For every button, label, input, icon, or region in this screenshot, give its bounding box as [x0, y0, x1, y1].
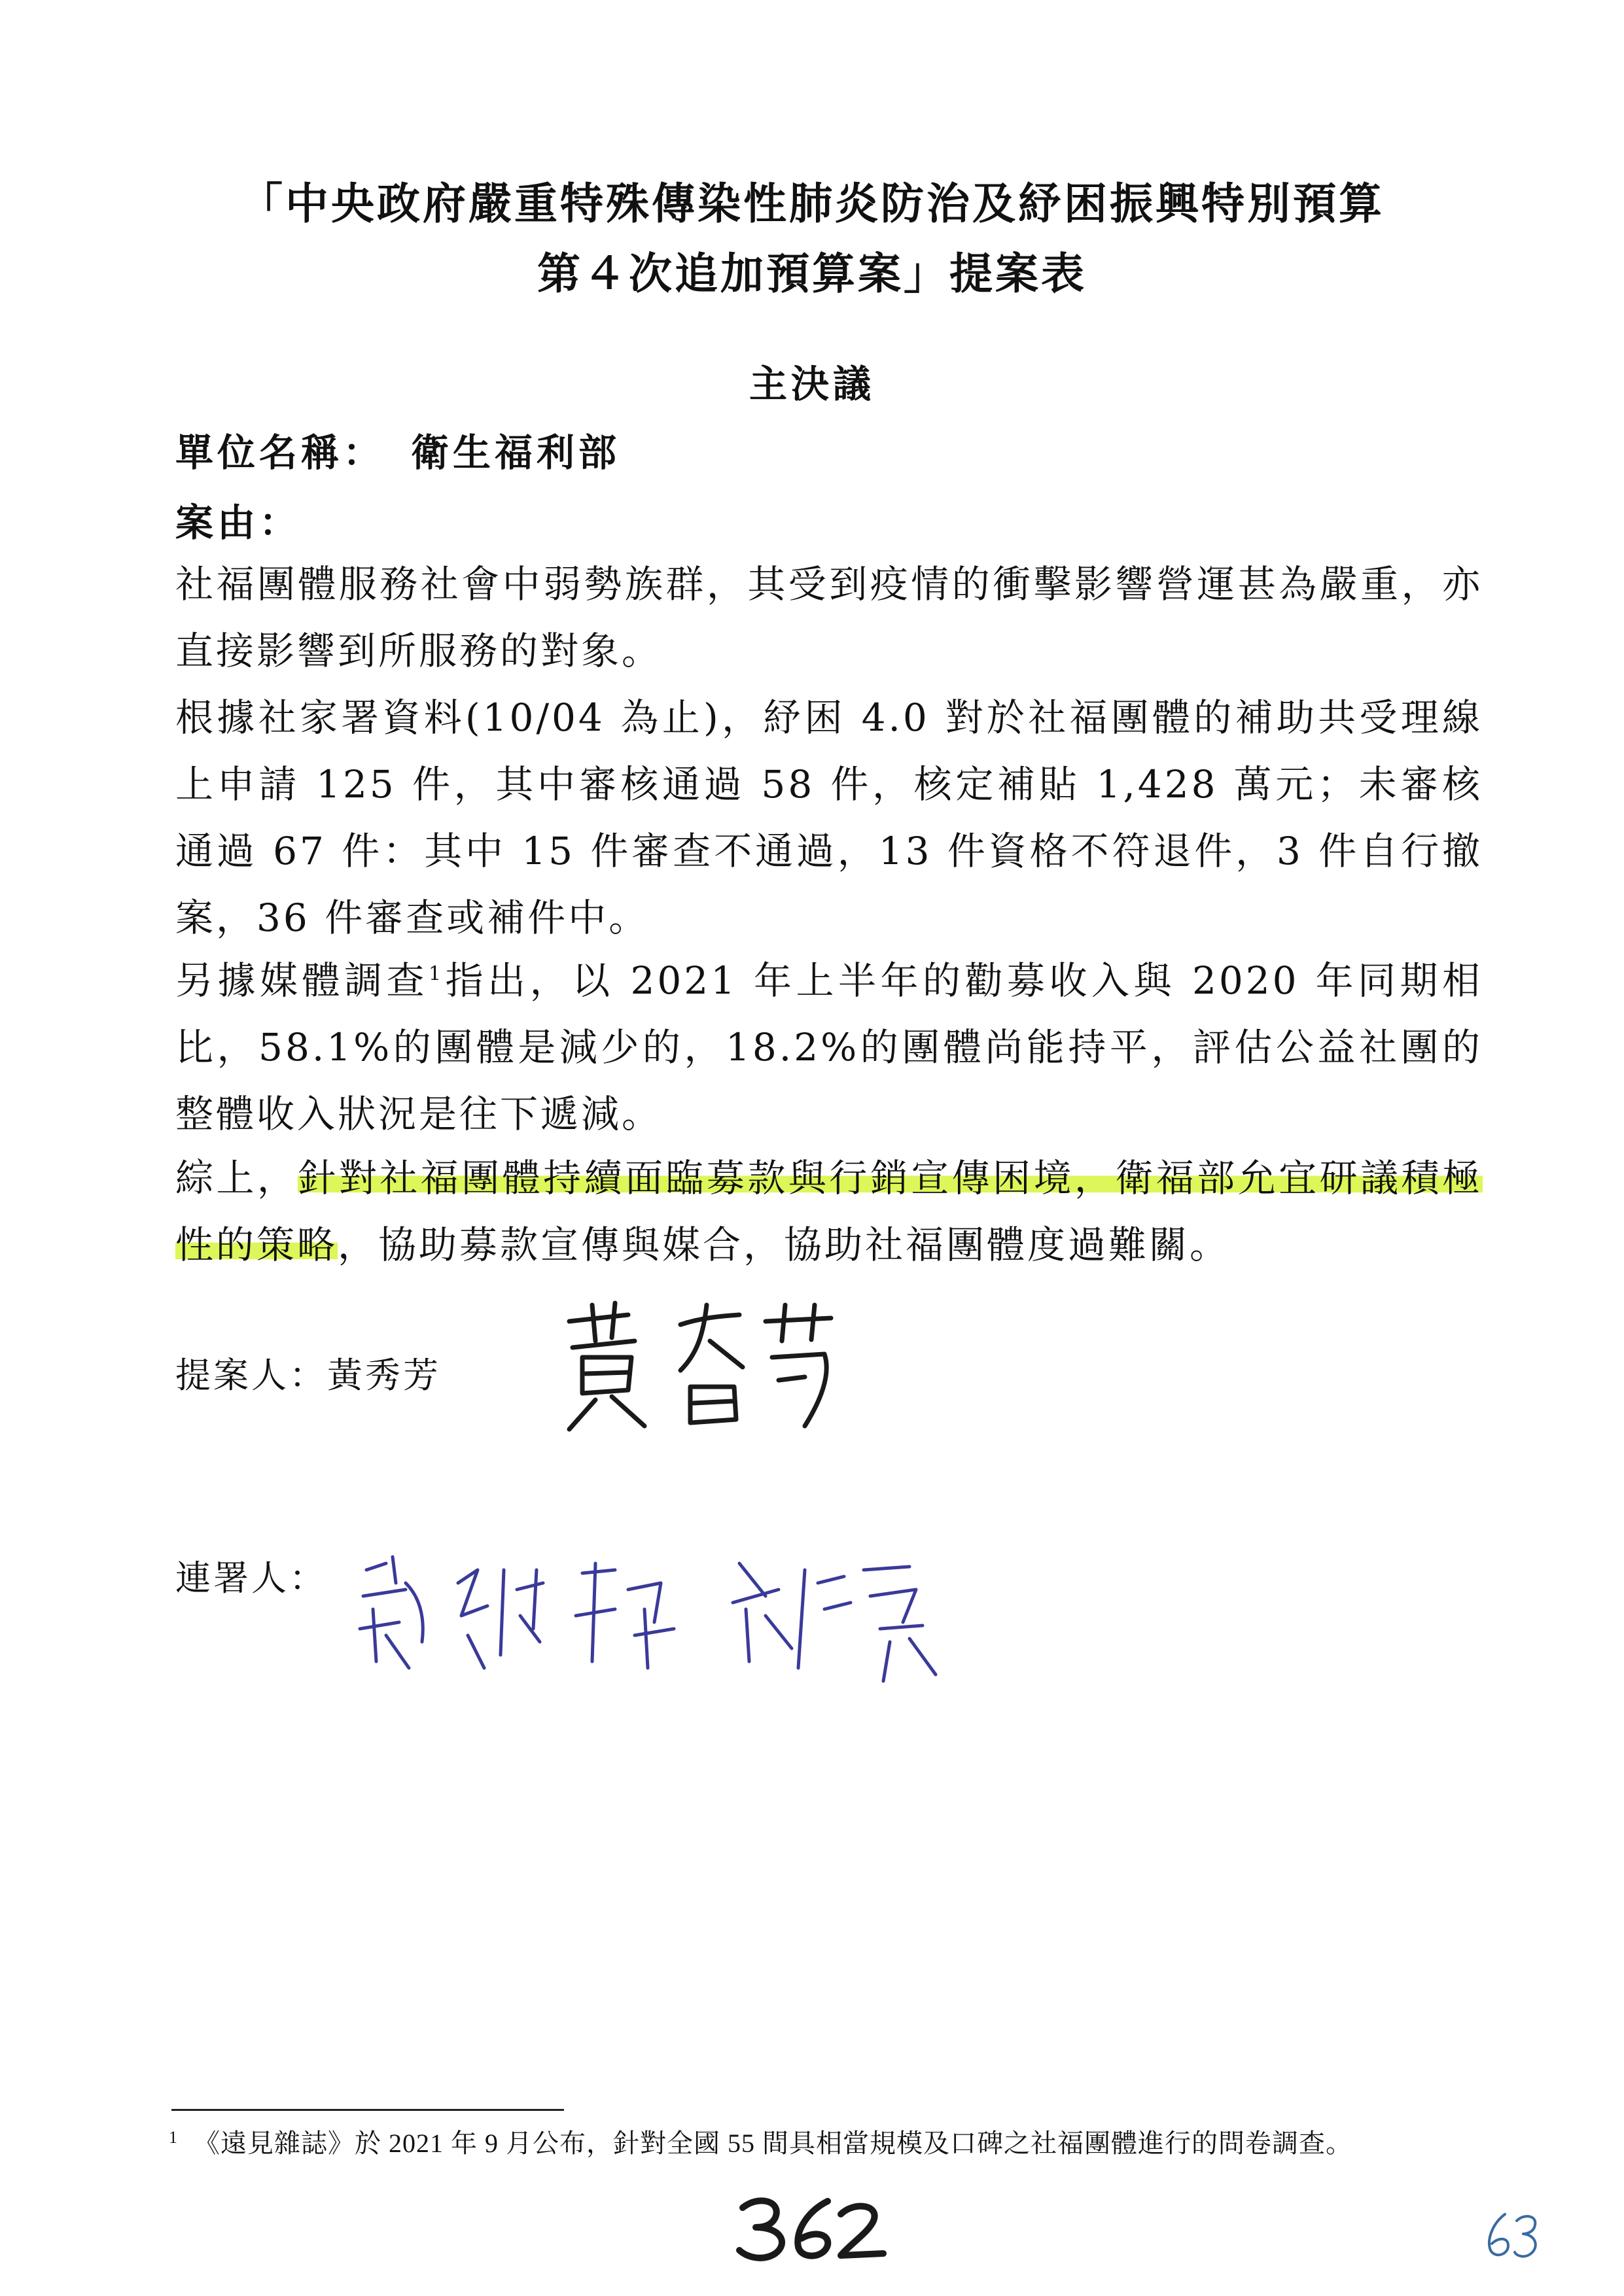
- footnote-text: 《遠見雜誌》於 2021 年 9 月公布，針對全國 55 間具相當規模及口碑之社福團體進行的問卷調查。: [194, 2129, 1352, 2158]
- footnote-divider: [171, 2109, 564, 2111]
- document-title-line-2: 第４次追加預算案」提案表: [537, 248, 1087, 299]
- conclusion-rest: ，協助募款宣傳與媒合，協助社福團體度過難關。: [338, 1223, 1231, 1267]
- proposer-signature: [556, 1295, 851, 1439]
- unit-value: 衛生福利部: [411, 430, 621, 475]
- highlighted-recommendation: 針對社福團體持續面臨募款與行銷宣傳困境，衛福部允宜研議積極性的策略: [175, 1156, 1483, 1267]
- paragraph-survey: [175, 947, 1483, 1147]
- cosigner-signatures: [347, 1544, 1001, 1694]
- conclusion-intro: 綜上，: [175, 1156, 298, 1200]
- unit-row: [175, 422, 620, 477]
- footnote-reference: 1: [428, 962, 444, 986]
- handwritten-corner-number: [1479, 2208, 1544, 2260]
- section-heading: 主決議: [749, 362, 875, 406]
- handwritten-page-number: [733, 2191, 890, 2263]
- paragraph-impact: 社福團體服務社會中弱勢族群，其受到疫情的衝擊影響營運甚為嚴重，亦直接影響到所服務的對象。: [175, 562, 1483, 673]
- reason-label: 案由：: [175, 500, 302, 545]
- document-title-line-1: 「中央政府嚴重特殊傳染性肺炎防治及紓困振興特別預算: [239, 178, 1385, 229]
- footnote-mark: 1: [169, 2127, 178, 2147]
- unit-label: 單位名稱：: [175, 430, 385, 475]
- proposer-label: 提案人：黃秀芳: [175, 1355, 441, 1396]
- survey-text-rest: 指出，以 2021 年上半年的勸募收入與 2020 年同期相比，58.1%的團體是減少的，18.2%的團體尚能持平，評估公益社團的整體收入狀況是往下遞減。: [175, 958, 1483, 1136]
- paragraph-statistics: 根據社家署資料(10/04 為止)，紓困 4.0 對於社福團體的補助共受理線上申請 125 件，其中審核通過 58 件，核定補貼 1,428 萬元；未審核通過 67 件：其中 15 件審查不通過，13 件資格不符退件，3 件自行撤案，36 件審查或補件中。: [175, 695, 1483, 940]
- survey-text-start: 另據媒體調查: [175, 958, 429, 1003]
- cosigner-label: 連署人：: [175, 1557, 327, 1599]
- paragraph-conclusion: [175, 1145, 1483, 1278]
- footnote: [169, 2123, 1352, 2160]
